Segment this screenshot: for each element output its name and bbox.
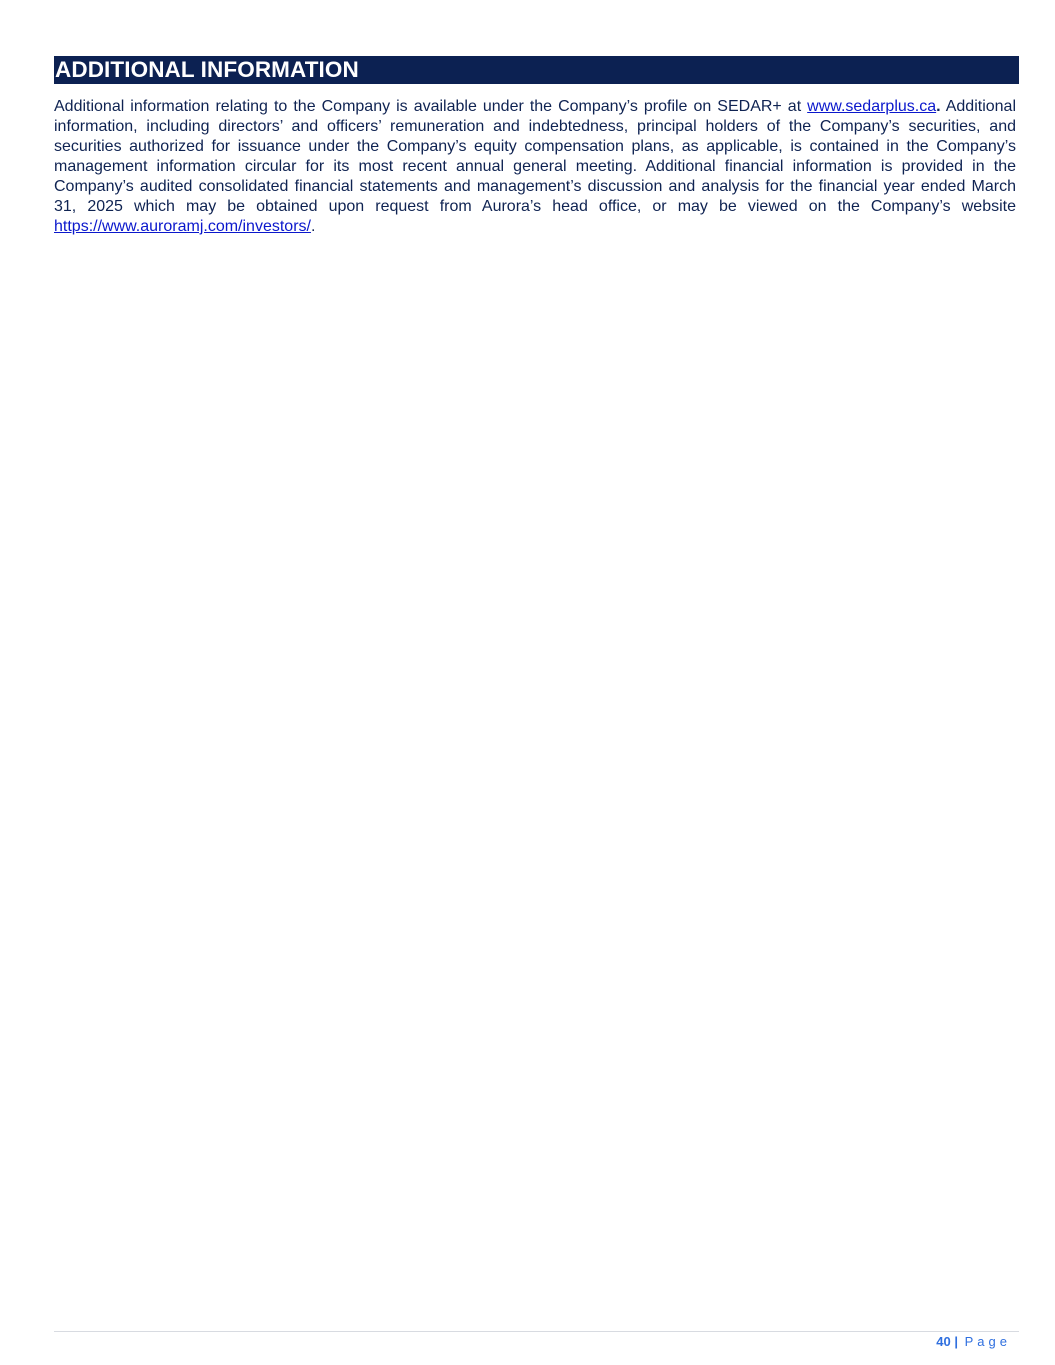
paragraph-text: . [936, 98, 941, 115]
page-footer [936, 1334, 1011, 1350]
page-label: Page [964, 1334, 1011, 1349]
footer-divider [54, 1331, 1019, 1332]
sedarplus-link[interactable]: www.sedarplus.ca [807, 98, 937, 115]
paragraph-text: Additional information, including directors’ and officers’ remuneration and indebtedness, principal holders of the Company’s securities, and securities authorized for issuance under the Company’s equity compensation plans, as applicable, is contained in the Company’s management information circular for its most recent annual general meeting. Additional financial information is provided in the Company’s audited consolidated financial statements and management’s discussion and analysis for the financial year ended March 31, 2025 which may be obtained upon request from Aurora’s head office, or may be viewed on the Company’s website [54, 98, 1016, 215]
footer-separator: | [954, 1334, 958, 1349]
page-number: 40 [936, 1334, 951, 1349]
section-heading: ADDITIONAL INFORMATION [54, 56, 1019, 84]
paragraph-text: Additional information relating to the Company is available under the Company’s profile on SEDAR+ at [54, 98, 808, 115]
investors-website-link[interactable]: https://www.auroramj.com/investors/ [54, 218, 311, 235]
additional-information-paragraph [54, 97, 1016, 237]
paragraph-text: . [310, 218, 316, 235]
